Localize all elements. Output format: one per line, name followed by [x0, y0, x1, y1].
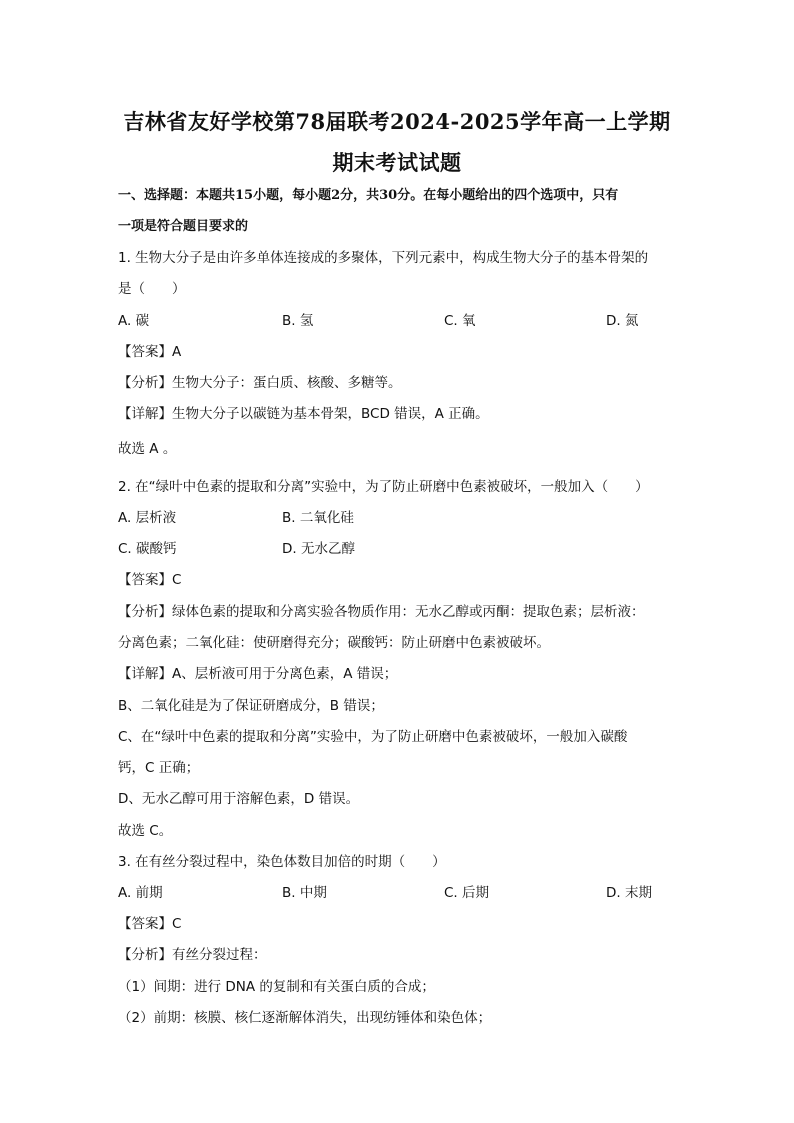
q2-detail-line-3: C、在“绿叶中色素的提取和分离”实验中，为了防止研磨中色素被破坏，一般加入碳酸 — [118, 729, 628, 745]
q1-stem-line-1: 1. 生物大分子是由许多单体连接成的多聚体，下列元素中，构成生物大分子的基本骨架的 — [118, 250, 649, 266]
q3-analysis-item-1: （1）间期：进行 DNA 的复制和有关蛋白质的合成； — [118, 979, 435, 995]
q2-detail-line-2: B、二氧化硅是为了保证研磨成分，B 错误； — [118, 698, 384, 714]
q3-option-a: A. 前期 — [118, 885, 163, 901]
q1-option-d: D. 氮 — [606, 313, 639, 329]
q1-stem-line-2: 是（ ） — [118, 281, 186, 297]
section-instruction-line-1: 一、选择题：本题共15小题，每小题2分，共30分。在每小题给出的四个选项中，只有 — [118, 188, 619, 203]
q2-option-c: C. 碳酸钙 — [118, 541, 177, 557]
section-instruction-line-2: 一项是符合题目要求的 — [118, 219, 249, 234]
q1-option-a: A. 碳 — [118, 313, 150, 329]
q2-answer: 【答案】C — [118, 572, 182, 588]
q3-option-d: D. 末期 — [606, 885, 652, 901]
document-title-line-2: 期末考试试题 — [332, 150, 462, 175]
q2-option-d: D. 无水乙醇 — [282, 541, 355, 557]
q2-detail-line-4: 钙，C 正确； — [118, 760, 200, 776]
document-title-line-1: 吉林省友好学校第78届联考2024-2025学年高一上学期 — [123, 109, 671, 134]
q3-option-b: B. 中期 — [282, 885, 327, 901]
q2-detail-line-1: 【详解】A、层析液可用于分离色素，A 错误； — [118, 666, 398, 682]
q1-detail: 【详解】生物大分子以碳链为基本骨架，BCD 错误，A 正确。 — [118, 406, 489, 422]
q2-conclusion: 故选 C。 — [118, 823, 173, 839]
q2-analysis-line-2: 分离色素；二氧化硅：使研磨得充分；碳酸钙：防止研磨中色素被破坏。 — [118, 635, 550, 651]
q2-stem: 2. 在“绿叶中色素的提取和分离”实验中，为了防止研磨中色素被破坏，一般加入（ ） — [118, 479, 649, 495]
q1-option-b: B. 氢 — [282, 313, 314, 329]
q3-analysis-item-2: （2）前期：核膜、核仁逐渐解体消失，出现纺锤体和染色体； — [118, 1010, 492, 1026]
q3-stem: 3. 在有丝分裂过程中，染色体数目加倍的时期（ ） — [118, 854, 446, 870]
q1-answer: 【答案】A — [118, 344, 182, 360]
q2-option-a: A. 层析液 — [118, 510, 177, 526]
q1-option-c: C. 氧 — [444, 313, 476, 329]
q2-detail-line-5: D、无水乙醇可用于溶解色素，D 错误。 — [118, 791, 360, 807]
q2-analysis-line-1: 【分析】绿体色素的提取和分离实验各物质作用：无水乙醇或丙酮：提取色素；层析液： — [118, 604, 645, 620]
q2-option-b: B. 二氧化硅 — [282, 510, 354, 526]
q1-conclusion: 故选 A 。 — [118, 441, 177, 457]
q3-option-c: C. 后期 — [444, 885, 490, 901]
q3-analysis: 【分析】有丝分裂过程： — [118, 947, 267, 963]
q1-analysis: 【分析】生物大分子：蛋白质、核酸、多糖等。 — [118, 375, 402, 391]
q3-answer: 【答案】C — [118, 916, 182, 932]
